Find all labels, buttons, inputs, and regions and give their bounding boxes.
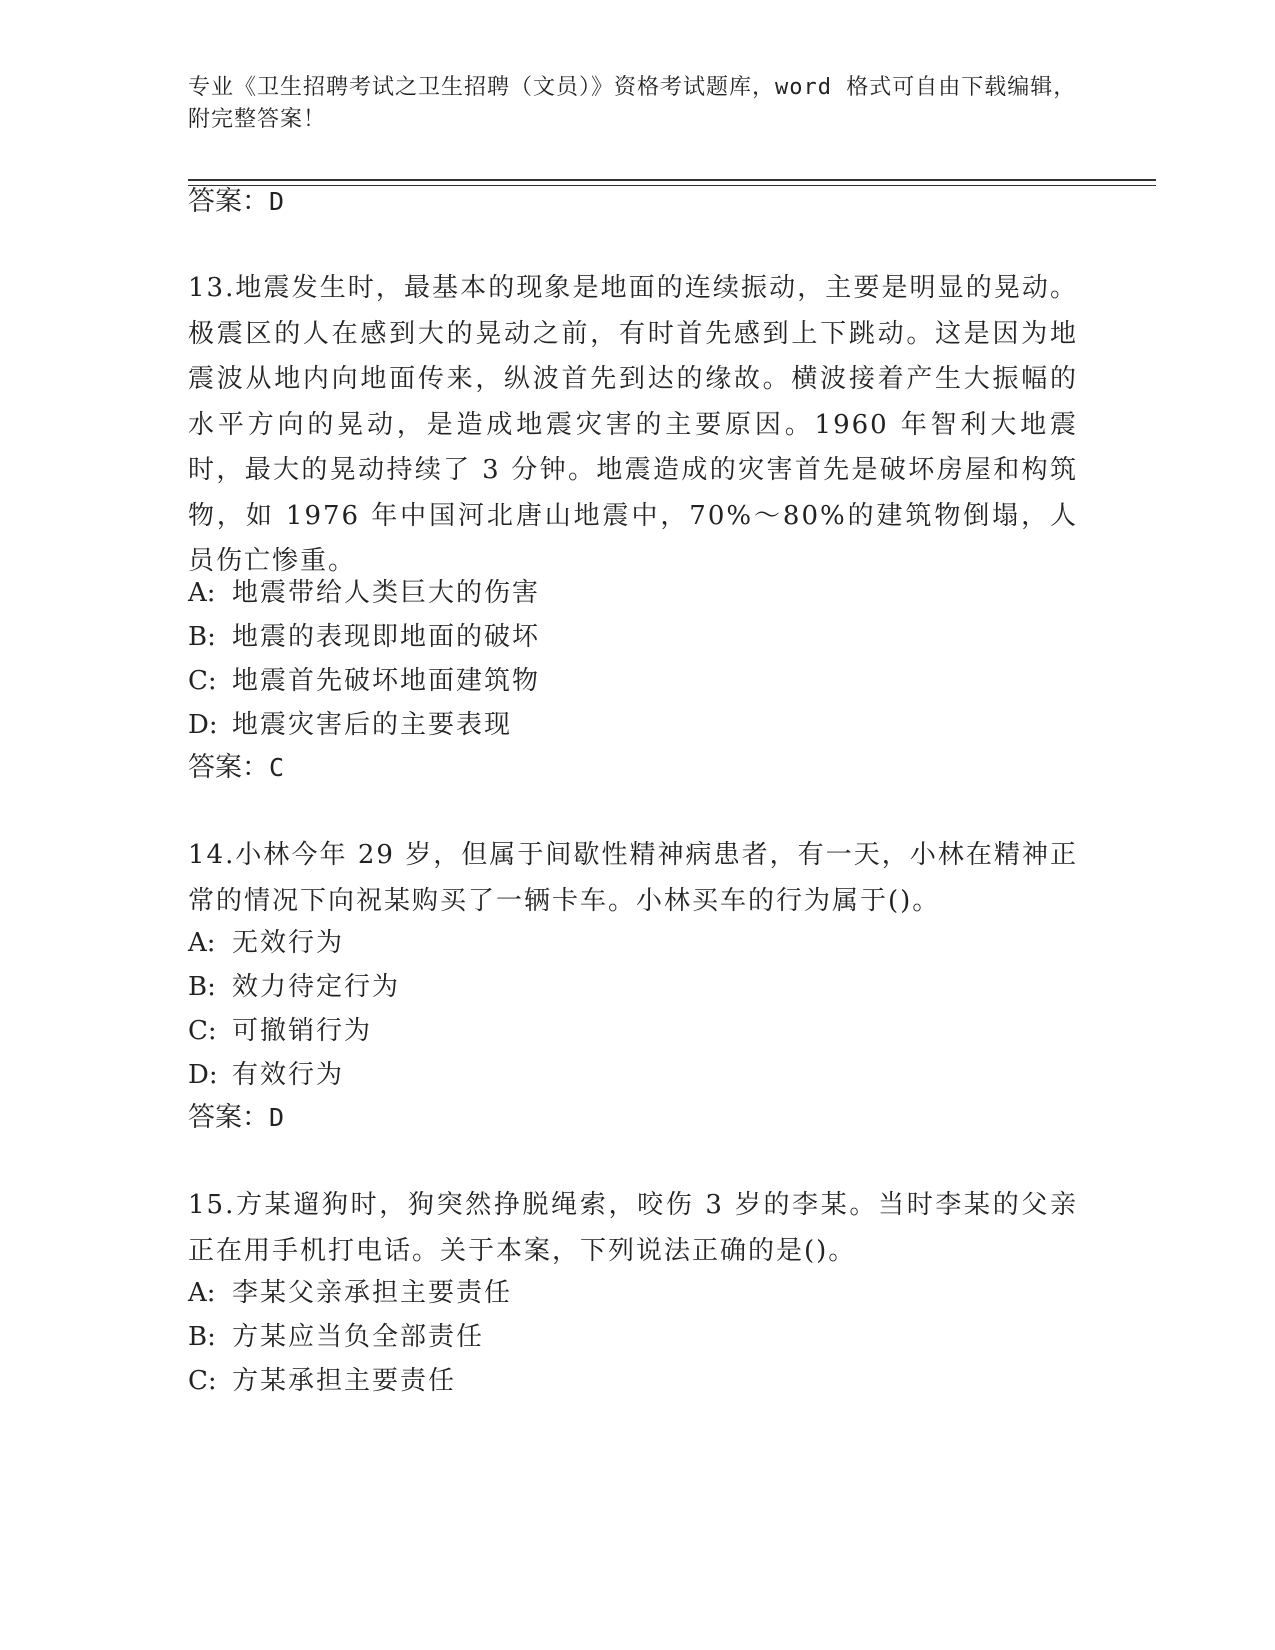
option-text: 李某父亲承担主要责任 — [232, 1278, 513, 1308]
option-key: D: — [188, 710, 218, 740]
question-stem: 15.方某遛狗时，狗突然挣脱绳索，咬伤 3 岁的李某。当时李某的父亲正在用手机打电话。关于本案，下列说法正确的是()。 — [188, 1190, 1078, 1266]
option-b — [188, 615, 1078, 661]
option-d — [188, 703, 1078, 749]
answer-value: D — [269, 1103, 285, 1132]
answer-label: 答案： — [188, 186, 269, 217]
option-key: C: — [188, 1366, 217, 1396]
option-c — [188, 1359, 1078, 1405]
question-stem: 13.地震发生时，最基本的现象是地面的连续振动，主要是明显的晃动。极震区的人在感到大的晃动之前，有时首先感到上下跳动。这是因为地震波从地内向地面传来，纵波首先到达的缘故。横波接着产生大振幅的水平方向的晃动，是造成地震灾害的主要原因。1960 年智利大地震时，最大的晃动持续了 3 分钟。地震造成的灾害首先是破坏房屋和构筑物，如 1976 年中国河北唐山地震中，70%～80%的建筑物倒塌，人员伤亡惨重。 — [188, 273, 1078, 576]
option-text: 有效行为 — [232, 1060, 345, 1090]
option-text: 无效行为 — [232, 928, 345, 958]
option-b — [188, 965, 1078, 1011]
option-d — [188, 1053, 1078, 1099]
option-b — [188, 1315, 1078, 1361]
option-text: 地震带给人类巨大的伤害 — [232, 578, 541, 608]
option-a — [188, 571, 1078, 617]
option-text: 效力待定行为 — [232, 972, 401, 1002]
option-c — [188, 1009, 1078, 1055]
option-a — [188, 921, 1078, 967]
answer-value: C — [269, 753, 285, 782]
answer-line — [188, 1100, 284, 1136]
option-key: B: — [188, 1322, 216, 1352]
question-stem: 14.小林今年 29 岁，但属于间歇性精神病患者，有一天，小林在精神正常的情况下向祝某购买了一辆卡车。小林买车的行为属于()。 — [188, 840, 1078, 916]
answer-value: D — [269, 187, 285, 216]
option-key: A: — [188, 578, 216, 608]
option-key: C: — [188, 1016, 217, 1046]
header-divider-thin — [188, 185, 1156, 186]
option-text: 可撤销行为 — [232, 1016, 373, 1046]
answer-line — [188, 750, 284, 786]
option-text: 地震首先破坏地面建筑物 — [232, 666, 541, 696]
option-text: 地震灾害后的主要表现 — [232, 710, 513, 740]
answer-label: 答案： — [188, 752, 269, 783]
option-key: A: — [188, 1278, 216, 1308]
option-key: B: — [188, 972, 216, 1002]
option-a — [188, 1271, 1078, 1317]
header-divider — [188, 179, 1156, 181]
answer-label: 答案： — [188, 1102, 269, 1133]
option-key: A: — [188, 928, 216, 958]
option-key: C: — [188, 666, 217, 696]
answer-line — [188, 184, 284, 220]
document-header: 专业《卫生招聘考试之卫生招聘（文员）》资格考试题库，word 格式可自由下载编辑，附完整答案！ — [188, 75, 1077, 132]
option-key: B: — [188, 622, 216, 652]
option-text: 方某应当负全部责任 — [232, 1322, 485, 1352]
option-key: D: — [188, 1060, 218, 1090]
option-text: 地震的表现即地面的破坏 — [232, 622, 541, 652]
option-text: 方某承担主要责任 — [232, 1366, 457, 1396]
option-c — [188, 659, 1078, 705]
